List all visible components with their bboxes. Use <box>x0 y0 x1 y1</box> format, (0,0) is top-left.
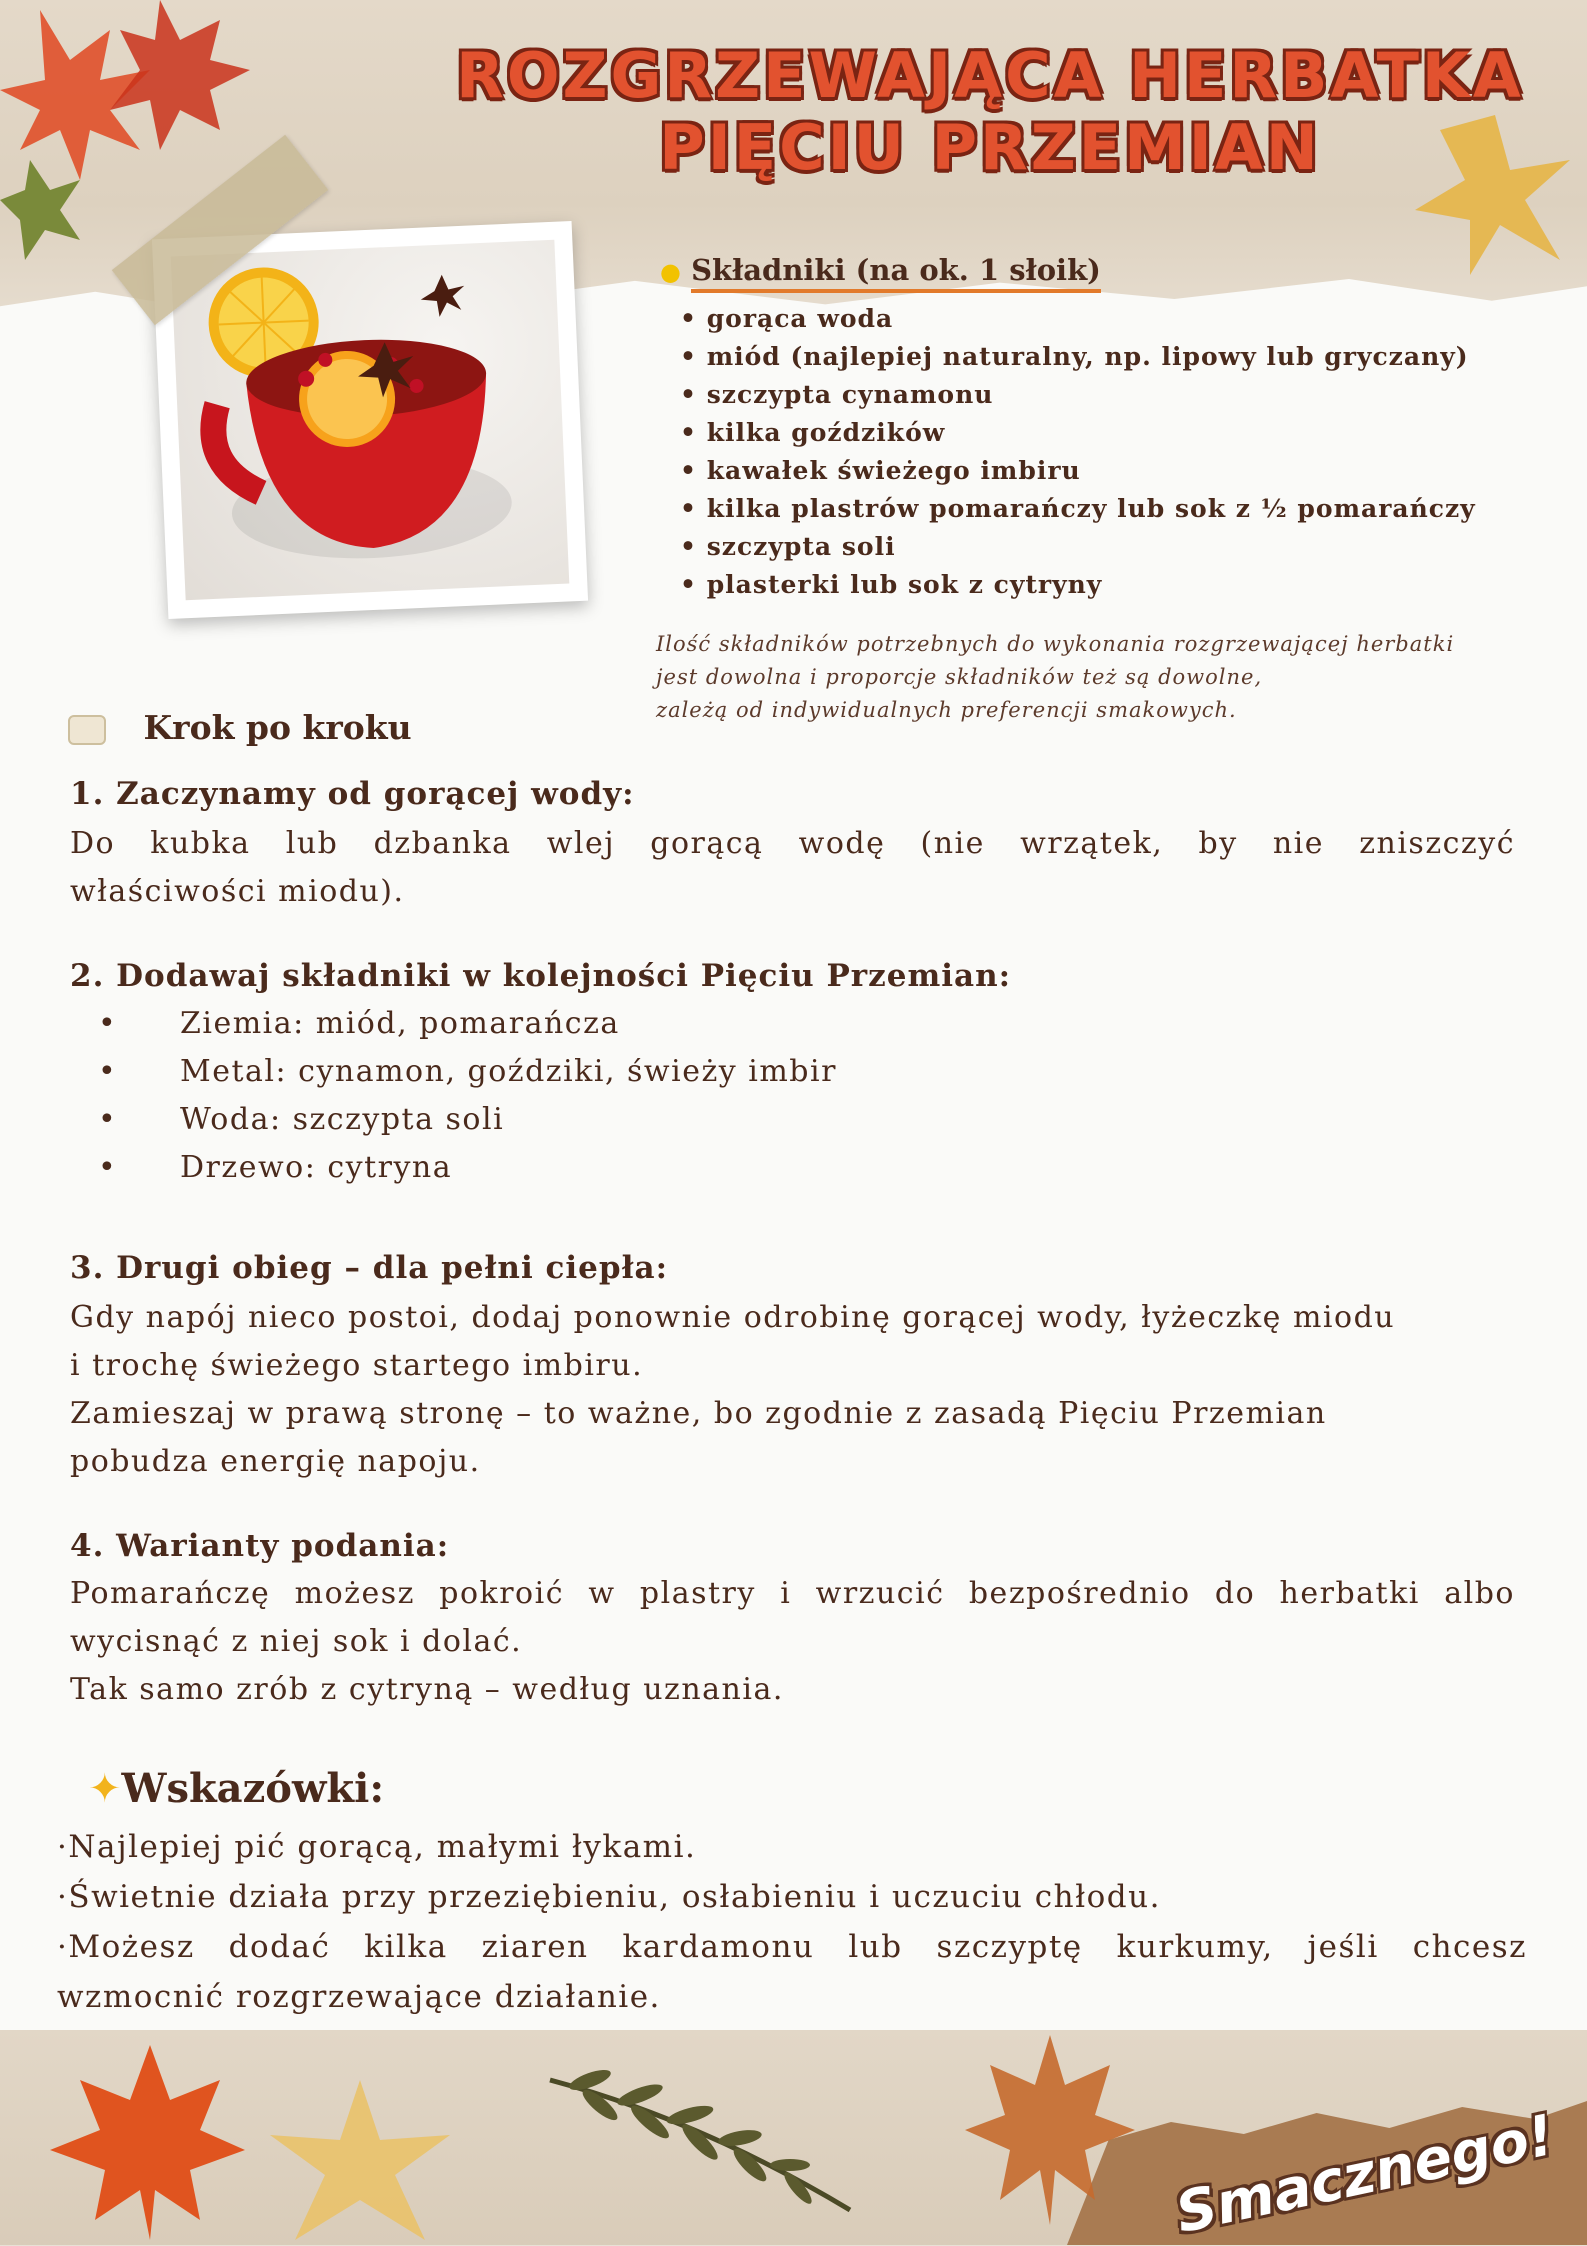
tea-cup-illustration <box>171 240 570 600</box>
note-line: zależą od indywidualnych preferencji smakowych. <box>656 698 1237 722</box>
step-1-title: 1. Zaczynamy od gorącej wody: <box>70 776 635 812</box>
step-4-line: Tak samo zrób z cytryną – według uznania. <box>70 1672 784 1707</box>
tip-line: ·Najlepiej pić gorącą, małymi łykami. <box>57 1829 697 1865</box>
step-1-line: właściwości miodu). <box>70 874 405 909</box>
step-3-line: pobudza energię napoju. <box>70 1444 481 1479</box>
step-4-line: wycisnąć z niej sok i dolać. <box>70 1624 523 1659</box>
ingredient-item: • szczypta cynamonu <box>680 376 1476 414</box>
ingredients-note <box>656 628 1556 727</box>
page-title <box>440 40 1540 184</box>
note-line: jest dowolna i proporcje składników też są dowolne, <box>656 665 1263 689</box>
ingredient-item: • kilka plastrów pomarańczy lub sok z ½ pomarańczy <box>680 490 1476 528</box>
ingredients-list <box>680 300 1476 604</box>
fern-leaf-icon <box>540 2060 860 2220</box>
step-2-bullet: • Ziemia: miód, pomarańcza <box>98 1006 620 1041</box>
ingredients-heading <box>660 253 1101 287</box>
ingredient-item: • szczypta soli <box>680 528 1476 566</box>
note-line: Ilość składników potrzebnych do wykonania rozgrzewającej herbatki <box>656 632 1455 656</box>
step-3-line: i trochę świeżego startego imbiru. <box>70 1348 644 1383</box>
steps-heading-label: Krok po kroku <box>143 708 412 747</box>
tips-heading-label: Wskazówki: <box>121 1765 385 1812</box>
tip-line: ·Możesz dodać kilka ziaren kardamonu lub szczyptę kurkumy, jeśli chcesz <box>57 1929 1527 1965</box>
step-3-line: Gdy napój nieco postoi, dodaj ponownie odrobinę gorącej wody, łyżeczkę miodu <box>70 1300 1396 1335</box>
step-1-line: Do kubka lub dzbanka wlej gorącą wodę (nie wrzątek, by nie zniszczyć <box>70 826 1515 861</box>
sparkles-icon: ✦ <box>88 1766 122 1812</box>
step-2-bullet: • Metal: cynamon, goździki, świeży imbir <box>98 1054 837 1089</box>
star-leaf-icon <box>250 2075 470 2245</box>
step-2-title: 2. Dodawaj składniki w kolejności Pięciu Przemian: <box>70 958 1012 994</box>
steps-heading <box>68 708 412 747</box>
ingredient-item: • gorąca woda <box>680 300 1476 338</box>
tea-bag-icon <box>68 715 106 745</box>
title-line-2: PIĘCIU PRZEMIAN <box>659 111 1321 184</box>
tip-line: wzmocnić rozgrzewające działanie. <box>57 1979 661 2015</box>
lightbulb-icon: ● <box>660 258 681 286</box>
step-2-bullet: • Drzewo: cytryna <box>98 1150 453 1185</box>
step-4-line: Pomarańczę możesz pokroić w plastry i wrzucić bezpośrednio do herbatki albo <box>70 1576 1515 1611</box>
tips-heading <box>88 1765 384 1812</box>
step-4-title: 4. Warianty podania: <box>70 1528 450 1564</box>
ingredient-item: • kilka goździków <box>680 414 1476 452</box>
title-line-1: ROZGRZEWAJĄCA HERBATKA <box>456 39 1524 112</box>
ingredients-heading-label: Składniki (na ok. 1 słoik) <box>691 253 1101 293</box>
tea-photo <box>152 221 588 619</box>
step-3-title: 3. Drugi obieg – dla pełni ciepła: <box>70 1250 669 1286</box>
ingredient-item: • kawałek świeżego imbiru <box>680 452 1476 490</box>
orange-maple-leaf-icon <box>50 2040 250 2240</box>
ingredient-item: • miód (najlepiej naturalny, np. lipowy lub gryczany) <box>680 338 1476 376</box>
ingredient-item: • plasterki lub sok z cytryny <box>680 566 1476 604</box>
step-3-line: Zamieszaj w prawą stronę – to ważne, bo zgodnie z zasadą Pięciu Przemian <box>70 1396 1327 1431</box>
smacznego-sign: Smacznego! <box>1170 2102 1560 2246</box>
step-2-bullet: • Woda: szczypta soli <box>98 1102 505 1137</box>
tip-line: ·Świetnie działa przy przeziębieniu, osłabieniu i uczuciu chłodu. <box>57 1879 1161 1915</box>
brown-maple-leaf-icon <box>960 2030 1140 2230</box>
